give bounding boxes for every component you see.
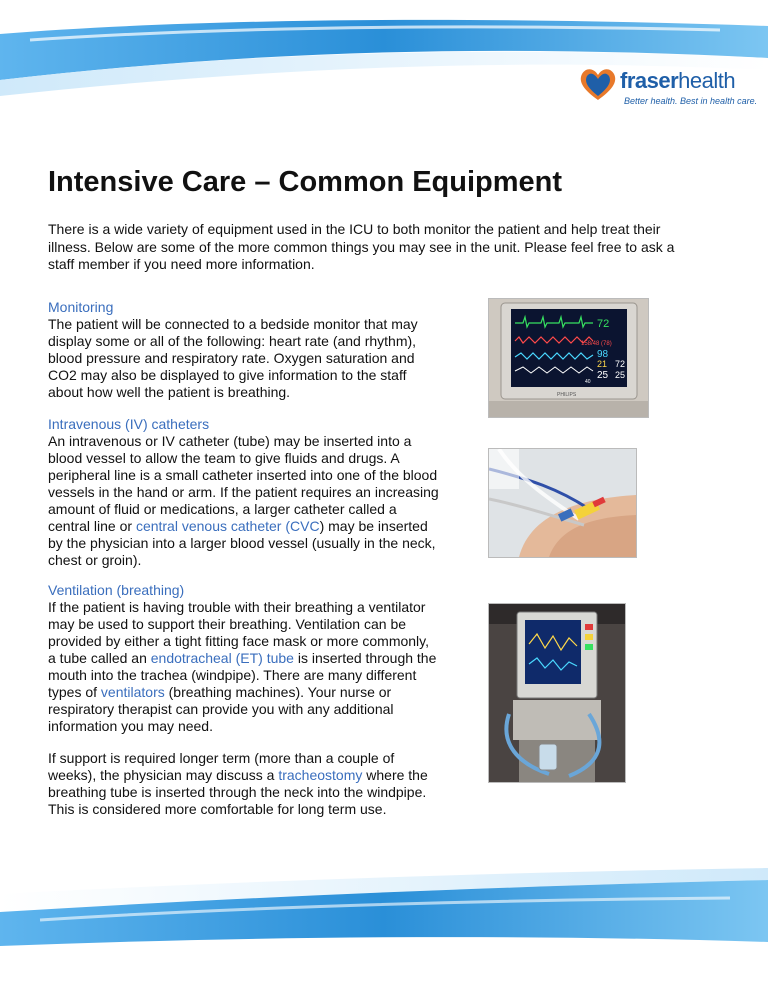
ventilation-body — [48, 599, 440, 735]
fraserhealth-logo — [578, 62, 758, 112]
spo2-readout: 98 — [597, 349, 609, 360]
ventilation-heading: Ventilation (breathing) — [48, 582, 185, 598]
ventilation-body-part-1: If the patient is having trouble with their breathing a ventilator may be used to support their breathing. Ventilation can be provided by either a tight fitting face mask or more commonly, a tube called an — [48, 599, 430, 666]
et-tube-link[interactable]: endotracheal (ET) tube — [150, 650, 294, 666]
logo-tagline: Better health. Best in health care. — [624, 96, 758, 106]
logo-word-fraser: fraser — [620, 68, 679, 93]
iv-body-part-1: An intravenous or IV catheter (tube) may be inserted into a blood vessel to allow the team to give fluids and drugs. A peripheral line is a small catheter inserted into one of the blood vessels in the hand or arm. If the patient requires an increasing amount of fluid or medications, a larger catheter called a central line or — [48, 433, 439, 534]
iv-body — [48, 433, 440, 569]
iv-section — [48, 416, 440, 569]
tracheostomy-section — [48, 750, 440, 818]
iv-body-part-2: ) may be inserted by the physician into a larger blood vessel (usually in the neck, chest or groin). — [48, 518, 436, 568]
heart-logo-icon — [578, 66, 618, 102]
tracheostomy-body-part-1: If support is required longer term (more than a couple of weeks), the physician may discuss a — [48, 750, 395, 783]
rr2-readout: 72 — [615, 359, 626, 369]
ventilator-photo — [488, 603, 626, 783]
cvc-link[interactable]: central venous catheter (CVC — [135, 518, 320, 534]
co2-readout: 25 — [597, 370, 609, 381]
tracheostomy-body — [48, 750, 440, 818]
tracheostomy-body-part-2: where the breathing tube is inserted through the neck into the windpipe. This is considered more comfortable for long term use. — [48, 767, 428, 817]
monitor-brand: PHILIPS — [557, 392, 577, 398]
ventilation-body-part-3: (breathing machines). Your nurse or respiratory therapist can provide you with any additional information you may need. — [48, 684, 394, 734]
intro-paragraph: There is a wide variety of equipment used in the ICU to both monitor the patient and help treat their illness. Below are some of the more common things you may see in the unit. Please feel free to ask a staff member if you need more information. — [48, 221, 675, 272]
bottom-banner — [0, 850, 768, 960]
sub1-readout: 25 — [615, 370, 626, 380]
rr1-readout: 21 — [597, 359, 608, 369]
ventilation-body-part-2: is inserted through the mouth into the trachea (windpipe). There are many different types of — [48, 650, 437, 700]
hr-readout: 72 — [597, 318, 610, 330]
bedside-monitor-photo — [488, 298, 649, 418]
ventilators-link[interactable]: ventilators — [100, 684, 165, 700]
monitoring-section — [48, 299, 440, 401]
tracheostomy-link[interactable]: tracheostomy — [278, 767, 363, 783]
iv-heading: Intravenous (IV) catheters — [48, 416, 210, 432]
monitoring-body: The patient will be connected to a bedside monitor that may display some or all of the following: heart rate (and rhythm), blood pressure and respiratory rate. Oxygen saturation and CO2 may also be displayed to give information to the staff about how well the patient is breathing. — [48, 316, 418, 400]
bp-readout: 158/48 (78) — [581, 341, 612, 347]
page-title: Intensive Care – Common Equipment — [48, 166, 563, 198]
ventilation-section — [48, 582, 440, 735]
sub2-readout: 40 — [585, 379, 591, 385]
iv-catheter-photo — [488, 448, 637, 558]
monitoring-heading: Monitoring — [48, 299, 114, 315]
logo-word-health: health — [678, 68, 736, 93]
